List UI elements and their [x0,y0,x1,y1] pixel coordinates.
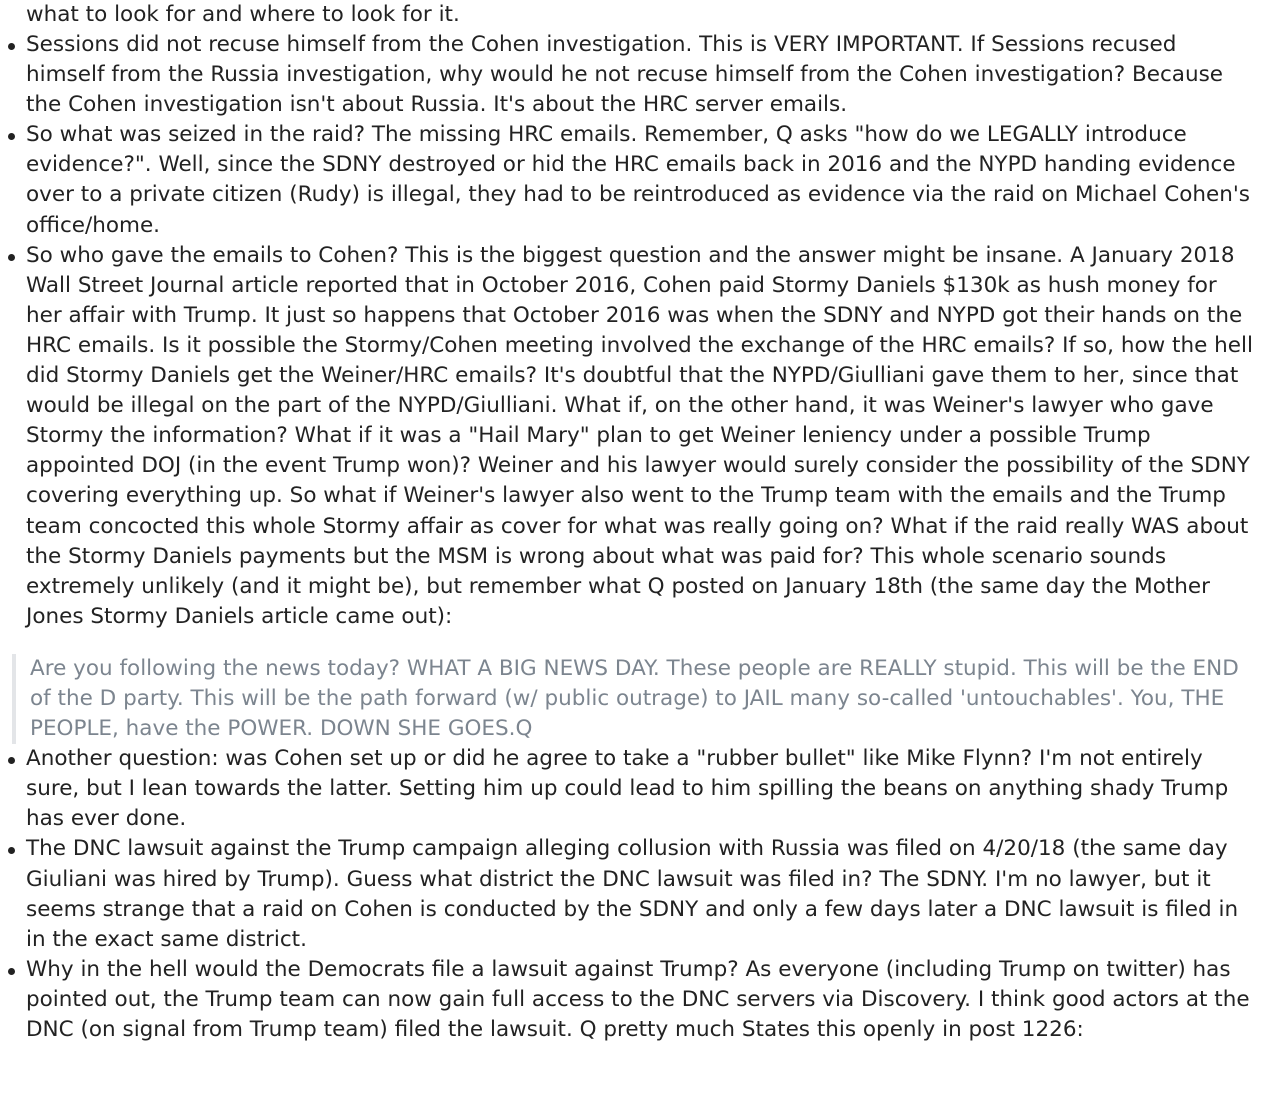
list-item: So what was seized in the raid? The missing HRC emails. Remember, Q asks "how do we LEGALLY introduce evidence?". Well, since the SDNY destroyed or hid the HRC emails back in 2016 and the NYPD handing evidence over to a private citizen (Rudy) is illegal, they had to be reintroduced as evidence via the raid on Michael Cohen's office/home. [26,120,1258,240]
post-body [26,0,1258,1045]
list-item: The DNC lawsuit against the Trump campaign alleging collusion with Russia was filed on 4/20/18 (the same day Giuliani was hired by Trump). Guess what district the DNC lawsuit was filed in? The SDNY. I'm no lawyer, but it seems strange that a raid on Cohen is conducted by the SDNY and only a few days later a DNC lawsuit is filed in in the exact same district. [26,834,1258,954]
bullet-list-2 [26,744,1258,1045]
list-item: So who gave the emails to Cohen? This is the biggest question and the answer might be insane. A January 2018 Wall Street Journal article reported that in October 2016, Cohen paid Stormy Daniels $130k as hush money for her affair with Trump. It just so happens that October 2016 was when the SDNY and NYPD got their hands on the HRC emails. Is it possible the Stormy/Cohen meeting involved the exchange of the HRC emails? If so, how the hell did Stormy Daniels get the Weiner/HRC emails? It's doubtful that the NYPD/Giulliani gave them to her, since that would be illegal on the part of the NYPD/Giulliani. What if, on the other hand, it was Weiner's lawyer who gave Stormy the information? What if it was a "Hail Mary" plan to get Weiner leniency under a possible Trump appointed DOJ (in the event Trump won)? Weiner and his lawyer would surely consider the possibility of the SDNY covering everything up. So what if Weiner's lawyer also went to the Trump team with the emails and the Trump team concocted this whole Stormy affair as cover for what was really going on? What if the raid really WAS about the Stormy Daniels payments but the MSM is wrong about what was paid for? This whole scenario sounds extremely unlikely (and it might be), but remember what Q posted on January 18th (the same day the Mother Jones Stormy Daniels article came out): [26,241,1258,632]
continued-paragraph: what to look for and where to look for it. [26,2,460,27]
list-item: Why in the hell would the Democrats file a lawsuit against Trump? As everyone (including Trump on twitter) has pointed out, the Trump team can now gain full access to the DNC servers via Discovery. I think good actors at the DNC (on signal from Trump team) filed the lawsuit. Q pretty much States this openly in post 1226: [26,955,1258,1045]
list-item: Sessions did not recuse himself from the Cohen investigation. This is VERY IMPORTANT. If Sessions recused himself from the Russia investigation, why would he not recuse himself from the Cohen investigation? Because the Cohen investigation isn't about Russia. It's about the HRC server emails. [26,30,1258,120]
bullet-list-1 [26,30,1258,632]
list-item: Another question: was Cohen set up or did he agree to take a "rubber bullet" like Mike Flynn? I'm not entirely sure, but I lean towards the latter. Setting him up could lead to him spilling the beans on anything shady Trump has ever done. [26,744,1258,834]
blockquote: Are you following the news today? WHAT A BIG NEWS DAY. These people are REALLY stupid. This will be the END of the D party. This will be the path forward (w/ public outrage) to JAIL many so-called 'untouchables'. You, THE PEOPLE, have the POWER. DOWN SHE GOES.Q [12,654,1258,744]
